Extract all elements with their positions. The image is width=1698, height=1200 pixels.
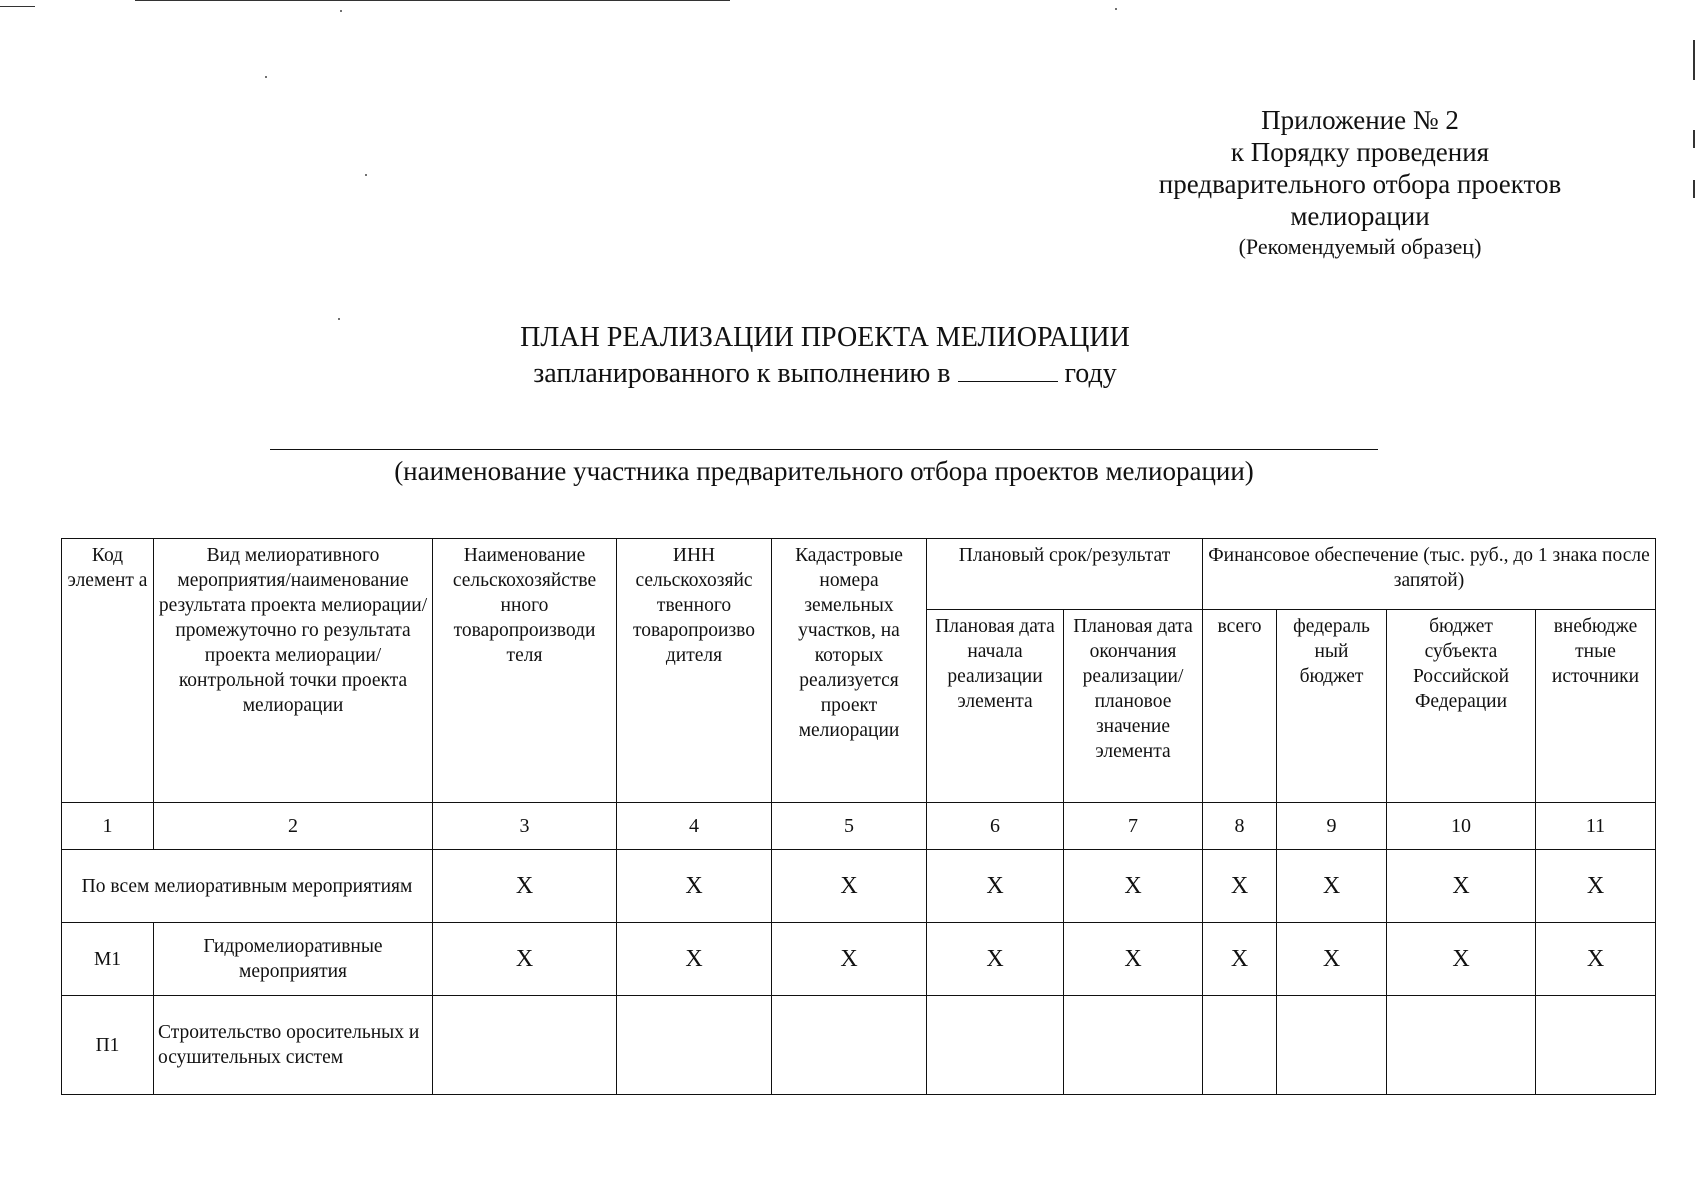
row-label: Строительство оросительных и осушительных систем [154, 996, 433, 1095]
header-plan-start: Плановая дата начала реализации элемента [927, 610, 1064, 803]
table-cell: X [1064, 923, 1203, 996]
title-main: ПЛАН РЕАЛИЗАЦИИ ПРОЕКТА МЕЛИОРАЦИИ [520, 322, 1130, 353]
header-cadastral: Кадастровые номера земельных участков, на которых реализуется проект мелиорации [772, 539, 927, 803]
row-label: Гидромелиоративные мероприятия [154, 923, 433, 996]
column-number: 6 [927, 803, 1064, 850]
scan-artifact-line [0, 6, 35, 7]
table-cell-empty[interactable] [1277, 996, 1387, 1095]
title-sub [300, 356, 1350, 392]
scan-speck [365, 174, 367, 176]
header-code: Код элемент а [62, 539, 154, 803]
table-cell: X [772, 850, 927, 923]
scan-speck [265, 76, 267, 78]
scan-speck [340, 10, 342, 12]
table-cell: X [433, 923, 617, 996]
table-cell: X [927, 850, 1064, 923]
row-label: По всем мелиоративным мероприятиям [62, 850, 433, 923]
table-cell: X [1064, 850, 1203, 923]
row-code: П1 [62, 996, 154, 1095]
table-cell-empty[interactable] [1387, 996, 1536, 1095]
header-activity: Вид мелиоративного мероприятия/наименование результата проекта мелиорации/промежуточно го результата проекта мелиорации/контрольной точки проекта мелиорации [154, 539, 433, 803]
title-sub-before: запланированного к выполнению в [533, 358, 951, 389]
column-number: 9 [1277, 803, 1387, 850]
header-plan-group: Плановый срок/результат [927, 539, 1203, 610]
column-number: 11 [1536, 803, 1656, 850]
table-cell: X [1387, 850, 1536, 923]
appendix-line-3: предварительного отбора проектов [1158, 169, 1562, 199]
table-cell: X [1203, 923, 1277, 996]
column-number: 8 [1203, 803, 1277, 850]
table-row-m1 [62, 923, 1656, 996]
plan-table [61, 538, 1656, 1095]
header-finance-group: Финансовое обеспечение (тыс. руб., до 1 знака после запятой) [1203, 539, 1656, 610]
table-cell-empty[interactable] [1064, 996, 1203, 1095]
participant-name-line[interactable] [270, 449, 1378, 450]
title-sub-after: году [1064, 358, 1117, 389]
table-cell: X [1536, 923, 1656, 996]
table-row-all-activities [62, 850, 1656, 923]
scan-artifact-line [1693, 130, 1695, 148]
column-number: 7 [1064, 803, 1203, 850]
header-federal: федераль ный бюджет [1277, 610, 1387, 803]
participant-caption: (наименование участника предварительного отбора проектов мелиорации) [394, 456, 1254, 486]
table-cell: X [1387, 923, 1536, 996]
table-cell-empty[interactable] [927, 996, 1064, 1095]
table-cell: X [772, 923, 927, 996]
appendix-block [1100, 104, 1620, 262]
header-producer-name: Наименование сельскохозяйстве нного товаропроизводи теля [433, 539, 617, 803]
header-inn: ИНН сельскохозяйс твенного товаропроизво дителя [617, 539, 772, 803]
scan-artifact-line [135, 0, 730, 1]
document-title [300, 320, 1350, 392]
column-number-row [62, 803, 1656, 850]
column-number: 5 [772, 803, 927, 850]
header-extrabudget: внебюдже тные источники [1536, 610, 1656, 803]
row-code: М1 [62, 923, 154, 996]
header-plan-end: Плановая дата окончания реализации/ плановое значение элемента [1064, 610, 1203, 803]
appendix-note: (Рекомендуемый образец) [1238, 234, 1482, 259]
appendix-line-2: к Порядку проведения [1230, 137, 1490, 167]
scan-speck [1115, 8, 1117, 10]
header-total: всего [1203, 610, 1277, 803]
table-cell-empty[interactable] [433, 996, 617, 1095]
table-row-p1 [62, 996, 1656, 1095]
column-number: 4 [617, 803, 772, 850]
table-cell-empty[interactable] [1203, 996, 1277, 1095]
table-cell: X [1277, 850, 1387, 923]
column-number: 2 [154, 803, 433, 850]
table-cell: X [1536, 850, 1656, 923]
table-cell: X [433, 850, 617, 923]
column-number: 3 [433, 803, 617, 850]
table-cell-empty[interactable] [1536, 996, 1656, 1095]
header-regional: бюджет субъекта Российской Федерации [1387, 610, 1536, 803]
appendix-line-4: мелиорации [1290, 201, 1430, 231]
table-cell: X [1277, 923, 1387, 996]
year-blank-field[interactable] [958, 359, 1058, 382]
column-number: 10 [1387, 803, 1536, 850]
table-cell: X [617, 850, 772, 923]
scan-artifact-line [1693, 180, 1695, 198]
table-cell-empty[interactable] [617, 996, 772, 1095]
table-cell: X [927, 923, 1064, 996]
table-cell: X [1203, 850, 1277, 923]
table-cell: X [617, 923, 772, 996]
column-number: 1 [62, 803, 154, 850]
table-cell-empty[interactable] [772, 996, 927, 1095]
appendix-line-1: Приложение № 2 [1261, 105, 1459, 135]
scan-artifact-line [1693, 40, 1695, 80]
